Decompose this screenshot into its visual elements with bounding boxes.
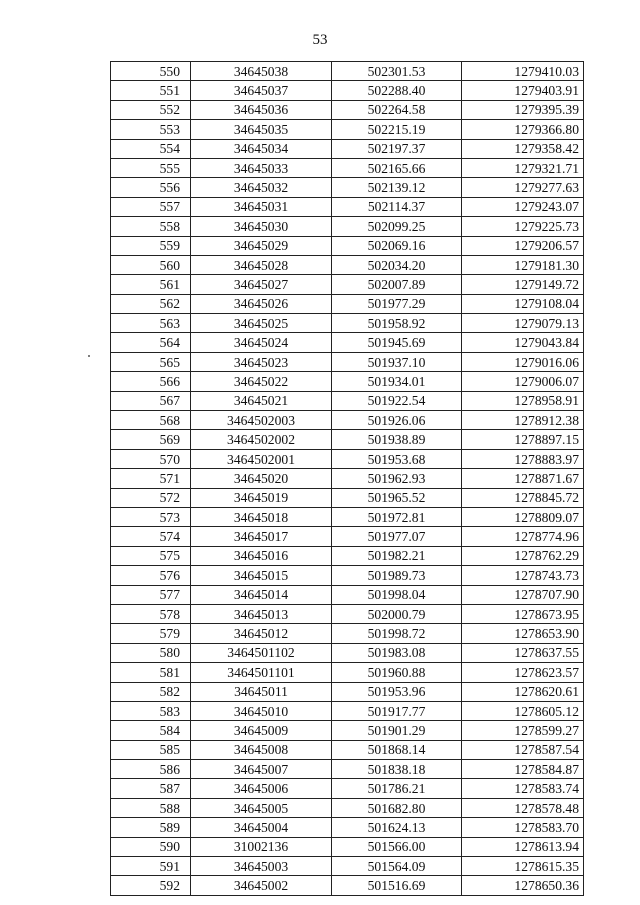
y-coordinate-cell: 1279410.03 [462,62,584,81]
x-coordinate-cell: 501901.29 [332,721,462,740]
table-row [111,682,584,701]
point-id-cell: 34645011 [191,682,332,701]
y-coordinate-cell: 1278587.54 [462,740,584,759]
table-row [111,255,584,274]
y-coordinate-cell: 1278583.70 [462,818,584,837]
point-id-cell: 34645032 [191,178,332,197]
point-id-cell: 34645018 [191,507,332,526]
point-id-cell: 34645029 [191,236,332,255]
point-id-cell: 34645005 [191,798,332,817]
table-row [111,527,584,546]
y-coordinate-cell: 1278583.74 [462,779,584,798]
point-id-cell: 34645010 [191,701,332,720]
point-id-cell: 34645016 [191,546,332,565]
row-number-cell: 575 [111,546,191,565]
y-coordinate-cell: 1279181.30 [462,255,584,274]
x-coordinate-cell: 501868.14 [332,740,462,759]
row-number-cell: 550 [111,62,191,81]
row-number-cell: 589 [111,818,191,837]
point-id-cell: 34645034 [191,139,332,158]
table-row [111,217,584,236]
point-id-cell: 34645017 [191,527,332,546]
table-row [111,857,584,876]
point-id-cell: 34645004 [191,818,332,837]
table-row [111,62,584,81]
row-number-cell: 551 [111,81,191,100]
row-number-cell: 566 [111,372,191,391]
point-id-cell: 34645025 [191,314,332,333]
row-number-cell: 578 [111,604,191,623]
point-id-cell: 34645008 [191,740,332,759]
row-number-cell: 581 [111,663,191,682]
row-number-cell: 568 [111,411,191,430]
table-row [111,546,584,565]
x-coordinate-cell: 501983.08 [332,643,462,662]
table-row [111,488,584,507]
x-coordinate-cell: 502069.16 [332,236,462,255]
row-number-cell: 572 [111,488,191,507]
table-row [111,352,584,371]
x-coordinate-cell: 501998.04 [332,585,462,604]
point-id-cell: 34645013 [191,604,332,623]
table-row [111,178,584,197]
table-row [111,236,584,255]
y-coordinate-cell: 1279321.71 [462,158,584,177]
y-coordinate-cell: 1278673.95 [462,604,584,623]
row-number-cell: 558 [111,217,191,236]
x-coordinate-cell: 502165.66 [332,158,462,177]
x-coordinate-cell: 502114.37 [332,197,462,216]
y-coordinate-cell: 1278599.27 [462,721,584,740]
point-id-cell: 31002136 [191,837,332,856]
point-id-cell: 34645019 [191,488,332,507]
point-id-cell: 34645028 [191,255,332,274]
x-coordinate-cell: 501982.21 [332,546,462,565]
table-row [111,701,584,720]
table-row [111,120,584,139]
table-row [111,372,584,391]
table-row [111,604,584,623]
y-coordinate-cell: 1279277.63 [462,178,584,197]
x-coordinate-cell: 501953.68 [332,449,462,468]
table-row [111,876,584,895]
row-number-cell: 567 [111,391,191,410]
y-coordinate-cell: 1279108.04 [462,294,584,313]
x-coordinate-cell: 501958.92 [332,314,462,333]
point-id-cell: 3464502001 [191,449,332,468]
x-coordinate-cell: 502099.25 [332,217,462,236]
table-row [111,798,584,817]
y-coordinate-cell: 1279243.07 [462,197,584,216]
x-coordinate-cell: 502197.37 [332,139,462,158]
x-coordinate-cell: 502139.12 [332,178,462,197]
x-coordinate-cell: 501917.77 [332,701,462,720]
row-number-cell: 580 [111,643,191,662]
point-id-cell: 34645012 [191,624,332,643]
y-coordinate-cell: 1278584.87 [462,760,584,779]
row-number-cell: 557 [111,197,191,216]
y-coordinate-cell: 1278871.67 [462,469,584,488]
point-id-cell: 34645033 [191,158,332,177]
x-coordinate-cell: 502007.89 [332,275,462,294]
table-row [111,643,584,662]
x-coordinate-cell: 501945.69 [332,333,462,352]
point-id-cell: 3464501101 [191,663,332,682]
row-number-cell: 590 [111,837,191,856]
table-row [111,294,584,313]
y-coordinate-cell: 1279206.57 [462,236,584,255]
point-id-cell: 34645024 [191,333,332,352]
y-coordinate-cell: 1278615.35 [462,857,584,876]
point-id-cell: 34645036 [191,100,332,119]
row-number-cell: 583 [111,701,191,720]
y-coordinate-cell: 1278637.55 [462,643,584,662]
point-id-cell: 34645023 [191,352,332,371]
y-coordinate-cell: 1279016.06 [462,352,584,371]
point-id-cell: 3464502003 [191,411,332,430]
y-coordinate-cell: 1279006.07 [462,372,584,391]
point-id-cell: 34645020 [191,469,332,488]
x-coordinate-cell: 501922.54 [332,391,462,410]
x-coordinate-cell: 501972.81 [332,507,462,526]
y-coordinate-cell: 1279079.13 [462,314,584,333]
row-number-cell: 552 [111,100,191,119]
y-coordinate-cell: 1279366.80 [462,120,584,139]
table-row [111,158,584,177]
y-coordinate-cell: 1278762.29 [462,546,584,565]
y-coordinate-cell: 1278912.38 [462,411,584,430]
x-coordinate-cell: 501998.72 [332,624,462,643]
x-coordinate-cell: 502301.53 [332,62,462,81]
x-coordinate-cell: 501926.06 [332,411,462,430]
table-row [111,81,584,100]
point-id-cell: 34645037 [191,81,332,100]
table-row [111,566,584,585]
row-number-cell: 584 [111,721,191,740]
y-coordinate-cell: 1278613.94 [462,837,584,856]
x-coordinate-cell: 501937.10 [332,352,462,371]
row-number-cell: 587 [111,779,191,798]
row-number-cell: 563 [111,314,191,333]
row-number-cell: 561 [111,275,191,294]
x-coordinate-cell: 501938.89 [332,430,462,449]
point-id-cell: 34645022 [191,372,332,391]
point-id-cell: 34645035 [191,120,332,139]
point-id-cell: 3464502002 [191,430,332,449]
table-row [111,469,584,488]
x-coordinate-cell: 501682.80 [332,798,462,817]
row-number-cell: 574 [111,527,191,546]
x-coordinate-cell: 502034.20 [332,255,462,274]
point-id-cell: 34645009 [191,721,332,740]
y-coordinate-cell: 1279225.73 [462,217,584,236]
point-id-cell: 34645027 [191,275,332,294]
row-number-cell: 585 [111,740,191,759]
x-coordinate-cell: 501965.52 [332,488,462,507]
x-coordinate-cell: 501838.18 [332,760,462,779]
y-coordinate-cell: 1278605.12 [462,701,584,720]
table-row [111,721,584,740]
table-row [111,760,584,779]
y-coordinate-cell: 1278578.48 [462,798,584,817]
y-coordinate-cell: 1278958.91 [462,391,584,410]
x-coordinate-cell: 501977.29 [332,294,462,313]
y-coordinate-cell: 1279149.72 [462,275,584,294]
y-coordinate-cell: 1278653.90 [462,624,584,643]
row-number-cell: 582 [111,682,191,701]
x-coordinate-cell: 502215.19 [332,120,462,139]
row-number-cell: 569 [111,430,191,449]
point-id-cell: 34645021 [191,391,332,410]
point-id-cell: 34645015 [191,566,332,585]
y-coordinate-cell: 1278897.15 [462,430,584,449]
y-coordinate-cell: 1278707.90 [462,585,584,604]
y-coordinate-cell: 1279043.84 [462,333,584,352]
stray-scan-mark [88,355,90,357]
table-row [111,391,584,410]
point-id-cell: 34645038 [191,62,332,81]
point-id-cell: 34645030 [191,217,332,236]
row-number-cell: 553 [111,120,191,139]
page-number: 53 [312,32,328,48]
table-row [111,100,584,119]
point-id-cell: 34645026 [191,294,332,313]
y-coordinate-cell: 1279358.42 [462,139,584,158]
x-coordinate-cell: 501989.73 [332,566,462,585]
x-coordinate-cell: 502000.79 [332,604,462,623]
x-coordinate-cell: 501566.00 [332,837,462,856]
row-number-cell: 588 [111,798,191,817]
y-coordinate-cell: 1278883.97 [462,449,584,468]
table-row [111,740,584,759]
x-coordinate-cell: 501934.01 [332,372,462,391]
y-coordinate-cell: 1279395.39 [462,100,584,119]
x-coordinate-cell: 501960.88 [332,663,462,682]
row-number-cell: 560 [111,255,191,274]
table-row [111,449,584,468]
table-row [111,779,584,798]
row-number-cell: 576 [111,566,191,585]
row-number-cell: 586 [111,760,191,779]
x-coordinate-cell: 501786.21 [332,779,462,798]
row-number-cell: 577 [111,585,191,604]
row-number-cell: 564 [111,333,191,352]
table-row [111,139,584,158]
table-row [111,197,584,216]
row-number-cell: 591 [111,857,191,876]
row-number-cell: 559 [111,236,191,255]
coordinates-table [110,61,584,896]
point-id-cell: 34645031 [191,197,332,216]
table-row [111,837,584,856]
table-row [111,411,584,430]
coordinates-table-body [111,62,584,896]
y-coordinate-cell: 1278620.61 [462,682,584,701]
point-id-cell: 34645014 [191,585,332,604]
table-row [111,507,584,526]
x-coordinate-cell: 501962.93 [332,469,462,488]
table-row [111,430,584,449]
y-coordinate-cell: 1278809.07 [462,507,584,526]
y-coordinate-cell: 1278845.72 [462,488,584,507]
table-row [111,275,584,294]
x-coordinate-cell: 501953.96 [332,682,462,701]
table-row [111,663,584,682]
point-id-cell: 34645003 [191,857,332,876]
row-number-cell: 573 [111,507,191,526]
x-coordinate-cell: 501624.13 [332,818,462,837]
y-coordinate-cell: 1278650.36 [462,876,584,895]
table-row [111,333,584,352]
row-number-cell: 565 [111,352,191,371]
y-coordinate-cell: 1278774.96 [462,527,584,546]
point-id-cell: 34645007 [191,760,332,779]
x-coordinate-cell: 501564.09 [332,857,462,876]
table-row [111,314,584,333]
table-row [111,818,584,837]
row-number-cell: 570 [111,449,191,468]
y-coordinate-cell: 1278743.73 [462,566,584,585]
table-row [111,624,584,643]
x-coordinate-cell: 501977.07 [332,527,462,546]
point-id-cell: 34645006 [191,779,332,798]
row-number-cell: 579 [111,624,191,643]
y-coordinate-cell: 1279403.91 [462,81,584,100]
row-number-cell: 556 [111,178,191,197]
x-coordinate-cell: 501516.69 [332,876,462,895]
row-number-cell: 571 [111,469,191,488]
row-number-cell: 555 [111,158,191,177]
y-coordinate-cell: 1278623.57 [462,663,584,682]
table-row [111,585,584,604]
row-number-cell: 554 [111,139,191,158]
row-number-cell: 562 [111,294,191,313]
x-coordinate-cell: 502288.40 [332,81,462,100]
row-number-cell: 592 [111,876,191,895]
x-coordinate-cell: 502264.58 [332,100,462,119]
point-id-cell: 34645002 [191,876,332,895]
point-id-cell: 3464501102 [191,643,332,662]
